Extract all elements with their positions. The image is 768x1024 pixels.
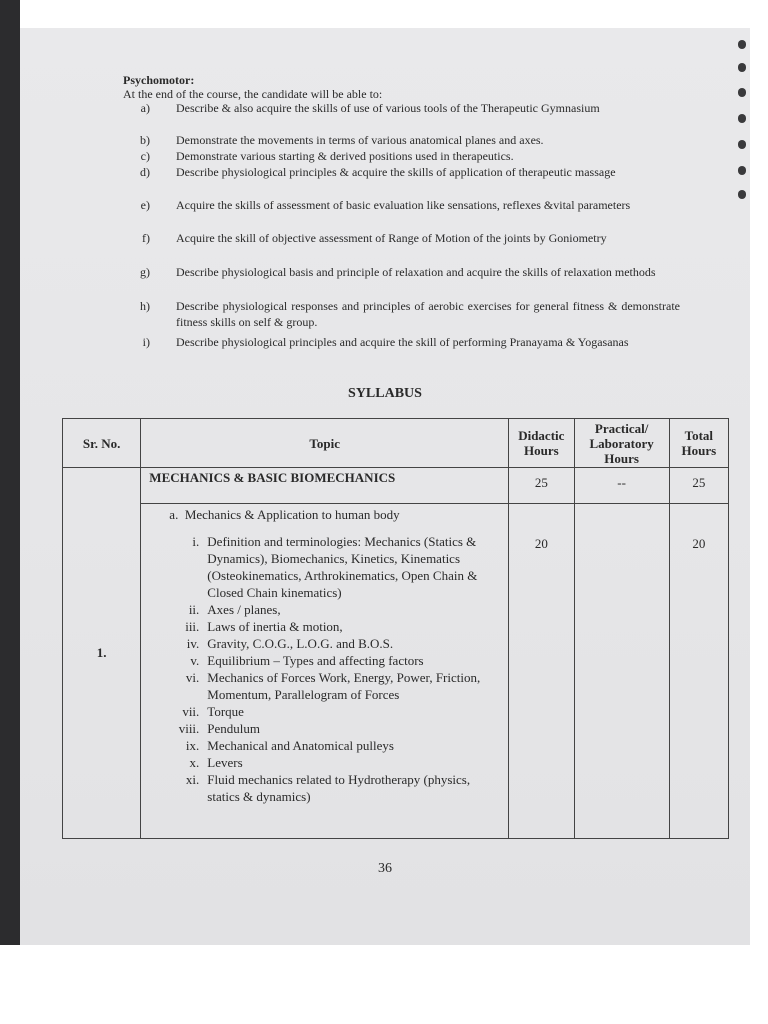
psychomotor-intro: At the end of the course, the candidate will be able to: [123,87,383,101]
objective-label: h) [140,299,150,313]
list-item [141,720,508,737]
item-text: Gravity, C.O.G., L.O.G. and B.O.S. [207,636,394,651]
item-number: vii. [182,704,200,719]
objective-item [120,148,680,164]
item-text: Mechanics of Forces Work, Energy, Power, Friction, Momentum, Parallelogram of Forces [207,670,481,702]
list-item [141,771,508,805]
item-text: Laws of inertia & motion, [207,619,343,634]
section-row [63,468,729,504]
item-number: i. [192,534,200,549]
subsection-total: 20 [669,504,728,839]
list-item [141,618,508,635]
objective-label: g) [140,265,150,279]
objective-text: Describe physiological principles & acquire the skills of application of therapeutic massage [176,165,616,179]
list-item [141,737,508,754]
objective-text: Describe physiological principles and acquire the skill of performing Pranayama & Yogasanas [176,335,629,349]
objective-label: i) [142,335,150,349]
subsection-didactic: 20 [509,504,574,839]
list-item [141,754,508,771]
section-title: MECHANICS & BASIC BIOMECHANICS [141,468,509,504]
syllabus-title: SYLLABUS [348,386,422,401]
objective-text: Describe physiological responses and principles of aerobic exercises for general fitness & demonstrate fitness skills on self & group. [176,299,680,329]
syllabus-table [62,418,729,839]
list-item [141,533,508,601]
objective-label: f) [142,231,150,245]
list-item [141,703,508,720]
list-item [141,669,508,703]
objective-item [120,100,680,116]
subsection-topic [141,504,509,839]
objective-label: e) [140,198,150,212]
item-text: Definition and terminologies: Mechanics (Statics & Dynamics), Biomechanics, Kinetics, Kinematics (Osteokinematics, Arthrokinematics, Open Chain & Closed Chain kinematics) [207,534,478,600]
section-didactic: 25 [509,468,574,504]
item-text: Mechanical and Anatomical pulleys [207,738,394,753]
objective-item [120,132,680,148]
item-number: ix. [185,738,200,753]
objective-item [120,264,680,280]
objective-text: Demonstrate the movements in terms of various anatomical planes and axes. [176,133,544,147]
objective-item [120,164,680,180]
subsection-row [63,504,729,839]
objective-text: Acquire the skill of objective assessment of Range of Motion of the joints by Goniometry [176,231,607,245]
item-text: Fluid mechanics related to Hydrotherapy (physics, statics & dynamics) [207,772,471,804]
objective-item [120,334,680,350]
item-text: Torque [207,704,244,719]
section-total: 25 [669,468,728,504]
objective-text: Demonstrate various starting & derived positions used in therapeutics. [176,149,514,163]
header-sr-no: Sr. No. [63,419,141,468]
document-page [20,28,750,945]
item-number: viii. [178,721,200,736]
topic-list [141,533,508,805]
objective-label: d) [140,165,150,179]
objective-label: c) [140,149,150,163]
item-number: xi. [185,772,200,787]
item-number: v. [190,653,200,668]
objective-label: b) [140,133,150,147]
header-practical-hours: Practical/ Laboratory Hours [574,419,669,468]
table-header-row [63,419,729,468]
item-number: iv. [186,636,200,651]
item-number: x. [189,755,200,770]
objective-item [120,230,680,246]
subsection-heading [141,504,508,523]
objective-label: a) [140,101,150,115]
objective-text: Describe physiological basis and principle of relaxation and acquire the skills of relaxation methods [176,265,656,279]
objective-item [120,197,680,213]
item-number: ii. [188,602,200,617]
objective-item [120,298,680,330]
section-sr-no: 1. [63,468,141,839]
objective-text: Acquire the skills of assessment of basic evaluation like sensations, reflexes &vital parameters [176,198,631,212]
item-text: Levers [207,755,243,770]
psychomotor-heading: Psychomotor: [123,73,195,87]
subsection-title: Mechanics & Application to human body [184,507,400,522]
subsection-label: a. [169,507,179,522]
item-text: Pendulum [207,721,261,736]
page-number: 36 [378,861,392,876]
dark-edge [0,0,20,945]
list-item [141,652,508,669]
header-topic: Topic [141,419,509,468]
item-number: vi. [185,670,200,685]
item-text: Axes / planes, [207,602,281,617]
list-item [141,635,508,652]
subsection-practical [574,504,669,839]
section-practical: -- [574,468,669,504]
objective-text: Describe & also acquire the skills of use of various tools of the Therapeutic Gymnasium [176,101,600,115]
item-text: Equilibrium – Types and affecting factors [207,653,424,668]
item-number: iii. [185,619,200,634]
header-didactic-hours: Didactic Hours [509,419,574,468]
header-total-hours: Total Hours [669,419,728,468]
list-item [141,601,508,618]
